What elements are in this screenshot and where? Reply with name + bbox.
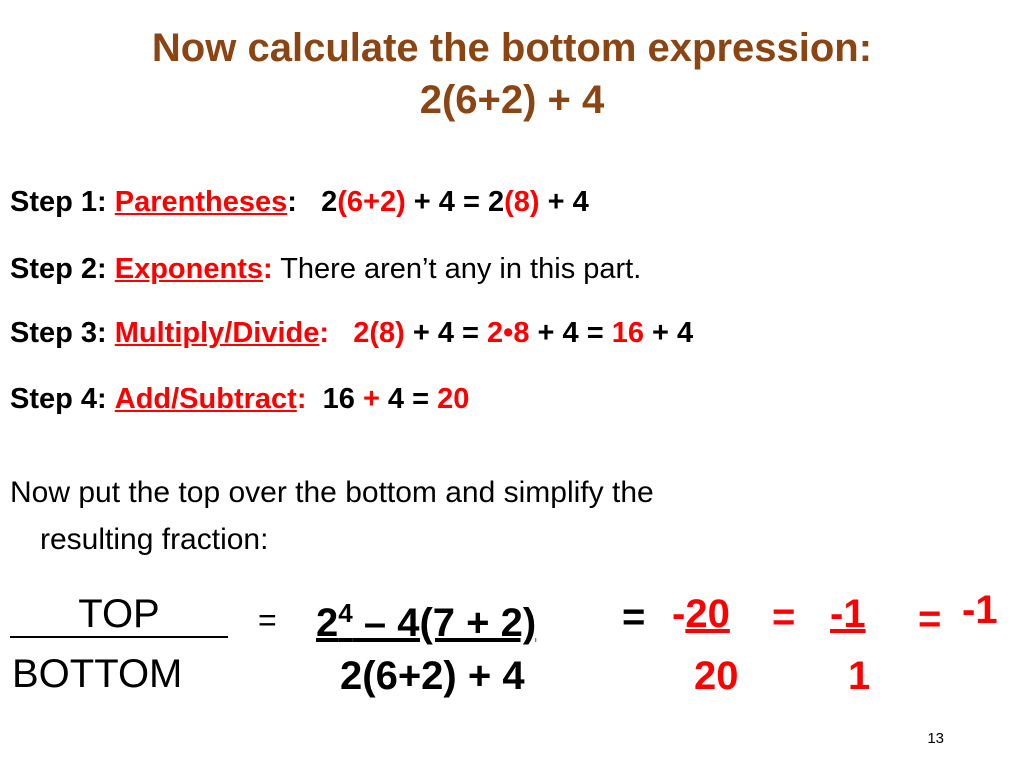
denominator-expression: 2(6+2) + 4 xyxy=(340,654,525,698)
step-3-label: Step 3: xyxy=(10,317,107,349)
numerator-base: 2 xyxy=(316,601,339,645)
step-3-part: 2(8) xyxy=(353,317,405,349)
instruction-line1: Now put the top over the bottom and simplify the xyxy=(10,476,654,509)
step-4-part: 4 = xyxy=(379,383,438,415)
step-1-label: Step 1: xyxy=(10,186,107,218)
slide-title-line1: Now calculate the bottom expression: xyxy=(151,26,873,70)
simplified-denominator: 1 xyxy=(848,654,871,698)
top-label xyxy=(10,592,228,638)
numerator-exponent: 4 xyxy=(338,598,353,628)
step-4-part: 20 xyxy=(437,383,470,415)
equals-sign-3: = xyxy=(772,595,796,639)
step-3-colon: : xyxy=(319,317,330,349)
step-1 xyxy=(10,184,589,220)
step-3-part: + 4 xyxy=(643,317,694,349)
equals-sign-2: = xyxy=(622,595,646,639)
result-negative-sign: - xyxy=(672,592,686,636)
step-4-label: Step 4: xyxy=(10,383,107,415)
step-1-part: 2 xyxy=(321,186,338,218)
step-2-text: There aren’t any in this part. xyxy=(272,253,642,285)
step-2-name: Exponents xyxy=(114,253,263,285)
step-3-part: + 4 = xyxy=(529,317,612,349)
step-2 xyxy=(10,251,641,287)
step-2-colon: : xyxy=(263,253,273,285)
step-4-part: 16 xyxy=(322,383,363,415)
step-2-label: Step 2: xyxy=(10,253,107,285)
step-4 xyxy=(10,381,469,417)
step-3-part: + 4 = xyxy=(404,317,488,349)
step-1-colon: : xyxy=(287,186,297,218)
numerator-expression xyxy=(316,590,536,646)
step-1-part: (6+2) xyxy=(337,186,406,218)
numerator-rest: – 4(7 + 2) xyxy=(352,601,537,645)
slide-number: 13 xyxy=(927,730,944,747)
equals-sign-4: = xyxy=(918,597,942,641)
bottom-label: BOTTOM xyxy=(12,652,183,696)
step-1-name: Parentheses xyxy=(114,186,288,218)
step-4-name: Add/Subtract xyxy=(114,383,297,415)
step-4-colon: : xyxy=(296,383,307,415)
step-1-part: (8) xyxy=(504,186,540,218)
result-numerator xyxy=(672,590,730,638)
simplified-numerator-value: -1 xyxy=(830,592,866,636)
step-3 xyxy=(10,315,693,351)
step-4-part: + xyxy=(362,383,380,415)
result-numerator-value: 20 xyxy=(685,592,730,636)
top-label-text: TOP xyxy=(78,592,160,636)
final-answer: -1 xyxy=(962,588,998,632)
step-3-name: Multiply/Divide xyxy=(114,317,320,349)
step-1-part: + 4 xyxy=(539,186,589,218)
simplified-numerator xyxy=(830,590,866,638)
result-denominator: 20 xyxy=(694,654,739,698)
step-3-part: 16 xyxy=(611,317,644,349)
instruction-line2: resulting fraction: xyxy=(40,523,269,556)
step-3-part: 2•8 xyxy=(487,317,530,349)
step-1-part: + 4 = 2 xyxy=(405,186,505,218)
equals-sign-1: = xyxy=(258,602,277,638)
slide-title-line2: 2(6+2) + 4 xyxy=(419,78,605,122)
